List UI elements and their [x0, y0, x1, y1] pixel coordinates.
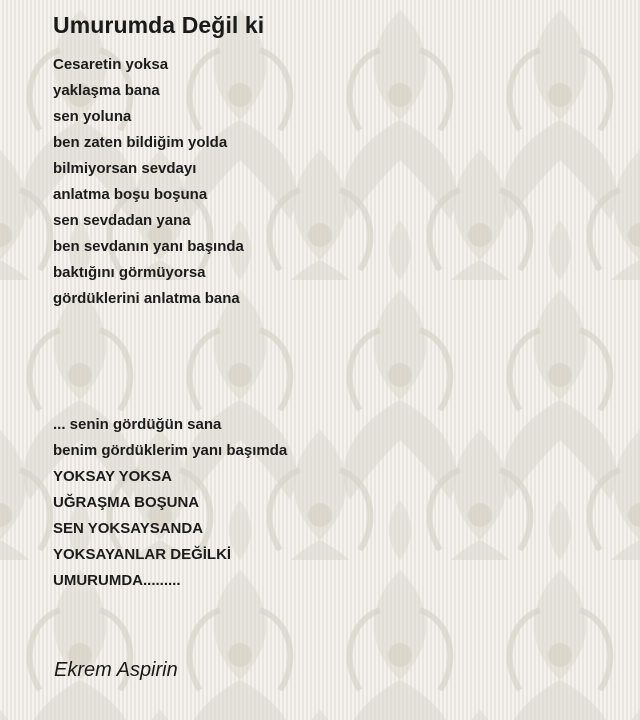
poem-line: yaklaşma bana: [53, 82, 160, 99]
poem-line: ben zaten bildiğim yolda: [53, 134, 228, 151]
poem-line: ... senin gördüğün sana: [53, 416, 222, 433]
poem-line: benim gördüklerim yanı başımda: [53, 442, 288, 459]
poem-author[interactable]: Ekrem Aspirin: [54, 659, 178, 681]
poem-line: YOKSAY YOKSA: [53, 468, 172, 485]
poem-line: bilmiyorsan sevdayı: [53, 160, 197, 177]
poem-line: sen yoluna: [53, 108, 132, 125]
poem-line: sen sevdadan yana: [53, 212, 191, 229]
poem-line: baktığını görmüyorsa: [53, 264, 206, 281]
poem-line: anlatma boşu boşuna: [53, 186, 208, 203]
poem-line: SEN YOKSAYSANDA: [53, 520, 204, 537]
poem-line: Cesaretin yoksa: [53, 56, 169, 73]
poem-line: gördüklerini anlatma bana: [53, 290, 240, 307]
poem-line: UĞRAŞMA BOŞUNA: [53, 494, 200, 511]
stanza-1: [53, 54, 244, 314]
poem-line: UMURUMDA.........: [53, 572, 181, 589]
poem-title: Umurumda Değil ki: [53, 12, 265, 38]
poem-line: ben sevdanın yanı başında: [53, 238, 244, 255]
poem-line: YOKSAYANLAR DEĞİLKİ: [53, 546, 232, 563]
stanza-2: [53, 414, 287, 596]
